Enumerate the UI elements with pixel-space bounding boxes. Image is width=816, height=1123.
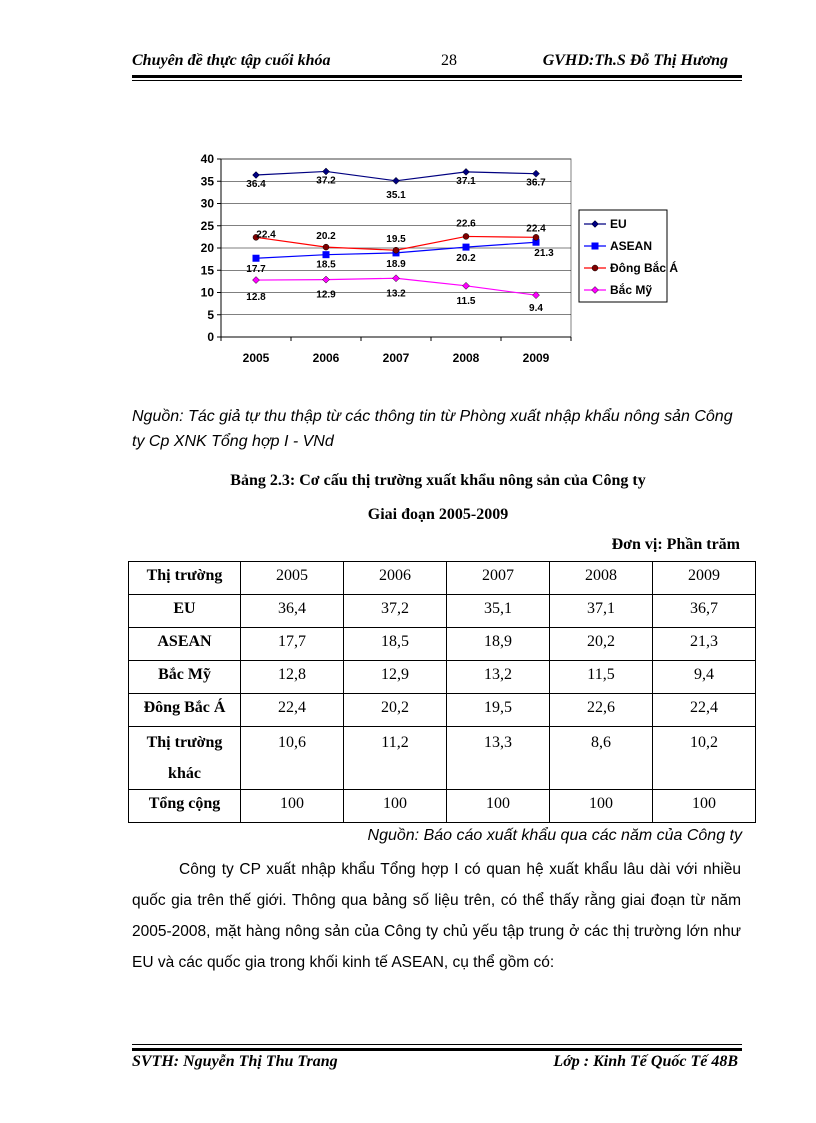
legend-label: EU [610,217,627,231]
chart-source-note: Nguồn: Tác giả tự thu thập từ các thông tin từ Phòng xuất nhập khẩu nông sản Công ty Cp XNK Tổng hợp I - VNd [132,408,733,450]
y-tick-label: 5 [207,307,214,322]
table-cell: 9,4 [653,661,756,694]
y-tick-label: 0 [207,330,214,344]
row-label: ASEAN [129,628,241,661]
chart-legend [579,210,678,302]
market-structure-table [128,561,756,823]
table-cell: 100 [241,790,344,823]
table-row [129,661,756,694]
y-tick-label: 40 [200,152,214,166]
data-point-marker [592,243,598,249]
footer-rule-thick [132,1048,742,1051]
table-cell: 36,7 [653,595,756,628]
table-cell: 22,4 [241,694,344,727]
table-cell: 37,2 [344,595,447,628]
data-point-marker [533,234,539,240]
data-label: 9.4 [529,303,543,315]
table-cell: 11,2 [344,727,447,790]
page-number: 28 [441,52,457,69]
data-label: 11.5 [456,295,476,307]
legend-label: Bắc Mỹ [610,283,653,297]
data-point-marker [393,247,399,253]
y-tick-label: 15 [200,263,214,278]
table-row [129,628,756,661]
table-cell: 18,5 [344,628,447,661]
data-label: 12.8 [246,292,266,304]
header-cell: 2007 [447,562,550,595]
table-cell: 20,2 [550,628,653,661]
market-line-chart [190,150,679,370]
table-cell: 100 [550,790,653,823]
data-label: 18.9 [386,258,406,270]
data-point-marker [323,244,329,250]
y-tick-label: 25 [200,218,214,233]
x-tick-label: 2005 [242,351,270,365]
data-point-marker [463,244,469,250]
header-cell: 2006 [344,562,447,595]
x-tick-label: 2007 [382,351,410,365]
table-total-row [129,790,756,823]
table-cell: 19,5 [447,694,550,727]
y-tick-label: 35 [200,174,214,189]
header-cell: 2008 [550,562,653,595]
row-label: EU [129,595,241,628]
row-label: Đông Bắc Á [129,694,241,727]
data-point-marker [463,233,469,239]
table-cell: 10,2 [653,727,756,790]
x-tick-label: 2006 [312,351,340,365]
table-cell: 18,9 [447,628,550,661]
data-label: 21.3 [534,248,554,260]
table-cell: 22,6 [550,694,653,727]
table-row [129,727,756,790]
table-cell: 12,8 [241,661,344,694]
row-label: Bắc Mỹ [129,661,241,694]
table-cell: 13,2 [447,661,550,694]
data-label: 36.4 [246,179,266,191]
header-cell: 2009 [653,562,756,595]
table-cell: 12,9 [344,661,447,694]
table-header-row [129,562,756,595]
footer-rule-thin [132,1044,742,1045]
y-tick-label: 20 [200,241,214,255]
header-supervisor: GVHD:Th.S Đỗ Thị Hương [542,52,728,69]
table-cell: 35,1 [447,595,550,628]
footer-student: SVTH: Nguyễn Thị Thu Trang [132,1053,338,1070]
table-title: Bảng 2.3: Cơ cấu thị trường xuất khẩu nông sản của Công ty [230,472,646,489]
header-cell: Thị trường [129,562,241,595]
header-rule-thick [132,75,742,78]
data-label: 13.2 [386,288,406,300]
table-cell: 17,7 [241,628,344,661]
data-label: 22.6 [456,218,476,230]
table-cell: 13,3 [447,727,550,790]
header-course-title: Chuyên đề thực tập cuối khóa [132,52,331,69]
table-cell: 21,3 [653,628,756,661]
data-label: 35.1 [386,189,406,201]
data-label: 22.4 [256,229,276,241]
data-label: 18.5 [316,259,336,271]
data-label: 12.9 [316,289,336,301]
table-cell: 100 [653,790,756,823]
legend-label: Đông Bắc Á [610,261,679,275]
data-label: 17.7 [246,264,266,276]
data-label: 19.5 [386,234,406,246]
table-unit: Đơn vị: Phần trăm [611,536,740,553]
data-point-marker [323,252,329,258]
footer-class: Lớp : Kinh Tế Quốc Tế 48B [553,1053,738,1070]
row-label: Thị trường khác [129,727,241,790]
table-subtitle: Giai đoạn 2005-2009 [367,506,509,523]
table-cell: 22,4 [653,694,756,727]
data-point-marker [592,265,598,271]
legend-label: ASEAN [610,239,653,253]
x-tick-label: 2008 [452,351,480,365]
data-label: 36.7 [526,177,546,189]
table-row [129,595,756,628]
table-cell: 11,5 [550,661,653,694]
table-cell: 20,2 [344,694,447,727]
data-label: 20.2 [316,231,336,243]
data-label: 22.4 [526,223,546,235]
data-label: 37.1 [456,175,476,187]
table-cell: 36,4 [241,595,344,628]
table-row [129,694,756,727]
x-tick-label: 2009 [522,351,550,365]
row-label: Tổng cộng [129,790,241,823]
data-point-marker [253,255,259,261]
table-cell: 100 [447,790,550,823]
y-tick-label: 30 [200,196,214,211]
table-cell: 10,6 [241,727,344,790]
header-cell: 2005 [241,562,344,595]
table-cell: 8,6 [550,727,653,790]
y-tick-label: 10 [200,285,214,300]
body-paragraph: Công ty CP xuất nhập khẩu Tổng hợp I có quan hệ xuất khẩu lâu dài với nhiều quốc gia trên thế giới. Thông qua bảng số liệu trên, có thể thấy rằng giai đoạn từ năm 2005-2008, mặt hàng nông sản của Công ty chủ yếu tập trung ở các thị trường lớn như EU và các quốc gia trong khối kinh tế ASEAN, cụ thể gồm có: [132,861,741,971]
data-label: 37.2 [316,175,336,187]
page-header [132,52,728,74]
table-cell: 100 [344,790,447,823]
table-cell: 37,1 [550,595,653,628]
table-source-note: Nguồn: Báo cáo xuất khẩu qua các năm của Công ty [367,827,742,844]
header-rule-thin [132,80,742,81]
data-label: 20.2 [456,253,476,265]
